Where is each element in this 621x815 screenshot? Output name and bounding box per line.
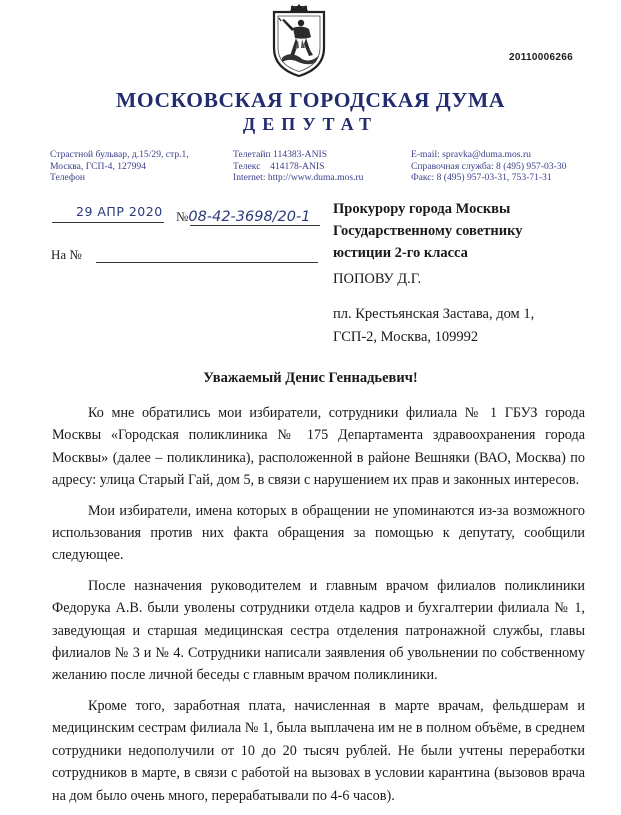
registration-number: [176, 209, 310, 225]
addressee-line: Государственному советнику: [333, 223, 523, 239]
addressee-address: [333, 303, 534, 348]
addressee-name: ПОПОВУ Д.Г.: [333, 271, 422, 287]
contact-line: Страстной бульвар, д.15/29, стр.1,: [50, 149, 189, 160]
addressee-title: [333, 198, 523, 264]
body-paragraph: Кроме того, заработная плата, начисленная в марте врачам, фельдшерам и медицинским сестрам филиала № 1, была выплачена им не в полном объёме, в среднем сотрудники недополучили от 10 до 20 тысяч рублей. Не были учтены переработки сотрудников в марте, в связи с работой на вызовах в условии карантина (вызовов врача на дом было очень много, перерабатывали по 4-6 часов).: [52, 697, 585, 804]
contact-line: E-mail: spravka@duma.mos.ru: [411, 149, 531, 160]
letter-body: [52, 402, 585, 815]
contact-line: Москва, ГСП-4, 127994: [50, 160, 147, 172]
contact-line: Факс: 8 (495) 957-03-31, 753-71-31: [411, 172, 552, 184]
body-paragraph: Мои избиратели, имена которых в обращении не упоминаются из-за возможного использования против них факта обращения за помощью к депутату, сообщили следующее.: [52, 502, 585, 564]
address-line: пл. Крестьянская Застава, дом 1,: [333, 306, 535, 322]
contact-line: Телефон: [50, 172, 86, 184]
moscow-coat-of-arms-icon: [268, 4, 330, 78]
date-underline: [52, 222, 164, 223]
contact-line: Справочная служба: 8 (495) 957-03-30: [411, 160, 567, 172]
contact-line: Internet: http://www.duma.mos.ru: [233, 172, 364, 184]
number-sign: №: [176, 209, 189, 224]
address-line: ГСП-2, Москва, 109992: [333, 328, 479, 345]
addressee-line: Прокурору города Москвы: [333, 201, 511, 217]
organization-subtitle: ДЕПУТАТ: [242, 114, 379, 134]
greeting: Уважаемый Денис Геннадьевич!: [203, 370, 418, 386]
registration-date: 29 АПР 2020: [76, 204, 163, 219]
reply-underline: [96, 262, 318, 263]
reply-to-label: На №: [51, 247, 82, 262]
addressee-line: юстиции 2-го класса: [333, 245, 468, 261]
contacts-address-block: [50, 149, 189, 184]
body-paragraph: Ко мне обратились мои избиратели, сотрудники филиала № 1 ГБУЗ города Москвы «Городская поликлиника № 175 Департамента здравоохранения города Москвы» (далее – поликлиника), расположенной в районе Вешняки (ВАО, Москва) по адресу: улица Старый Гай, дом 5, в связи с нарушением их прав и законных интересов.: [52, 405, 585, 489]
document-number: 20110006266: [509, 52, 573, 63]
contacts-email-block: [411, 149, 566, 184]
body-paragraph: После назначения руководителем и главным врачом филиалов поликлиники Федорука А.В. были уволены сотрудники отдела кадров и бухгалтерии филиала № 1, заведующая и старшая медицинская сестра отделения патронажной службы, главы филиалов № 3 и № 4. Сотрудники написали заявления об увольнении по собственному желанию после личной беседы с главным врачом поликлиники.: [52, 577, 585, 684]
number-underline: [190, 225, 320, 226]
contact-line: Телетайп 114383-ANIS: [233, 149, 328, 160]
contacts-telex-block: [233, 149, 363, 184]
contact-line: Телекс 414178-ANIS: [233, 160, 325, 172]
organization-title: МОСКОВСКАЯ ГОРОДСКАЯ ДУМА: [116, 88, 505, 112]
handwritten-number: 08-42-3698/20-1: [188, 209, 311, 225]
